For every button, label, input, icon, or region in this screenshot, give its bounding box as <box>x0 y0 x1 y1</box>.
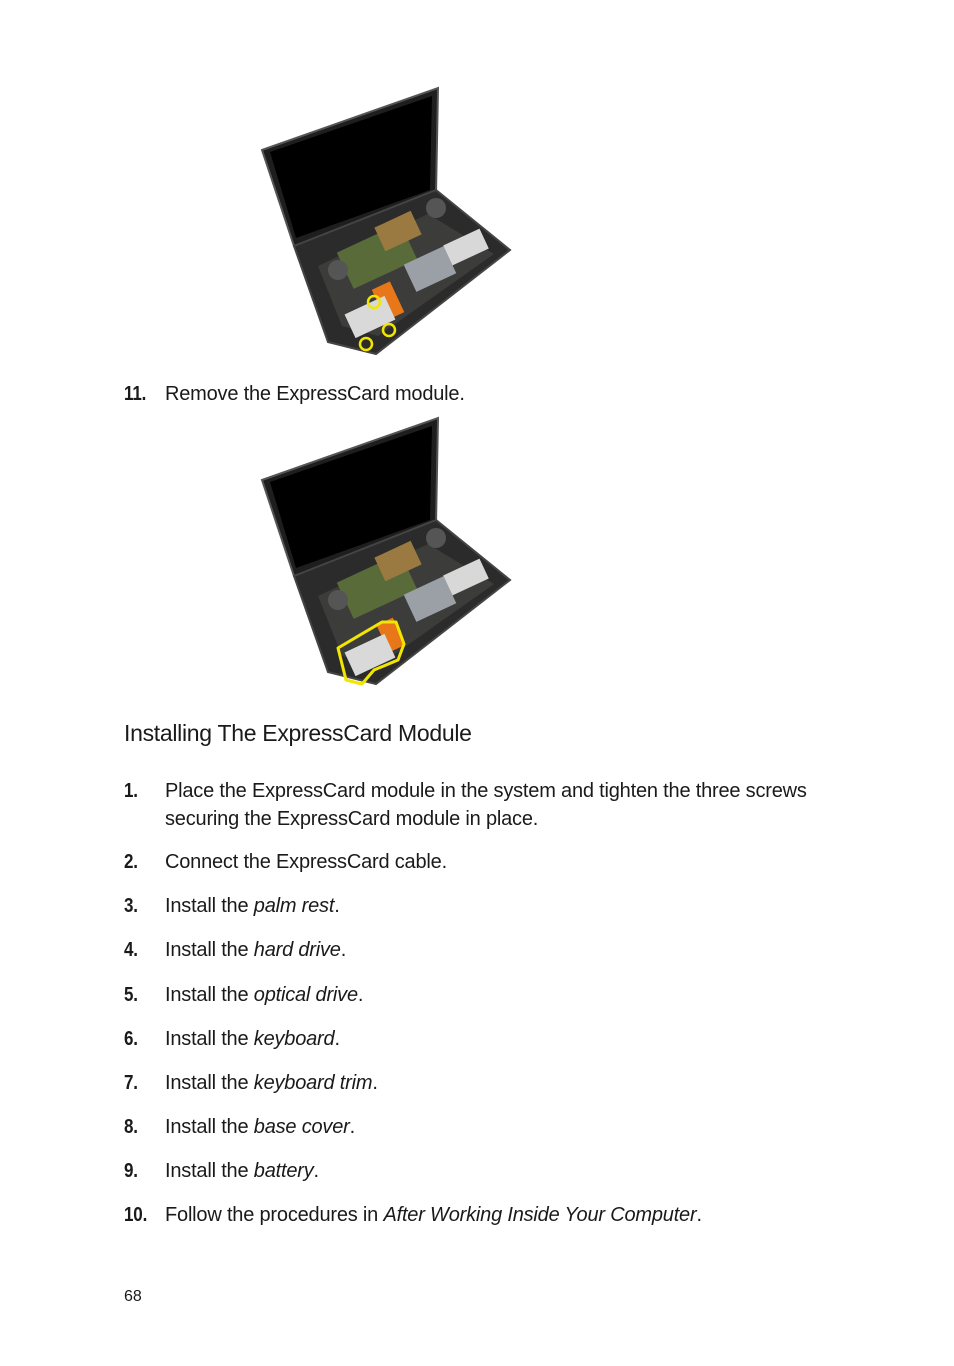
section-title: Installing The ExpressCard Module <box>124 720 472 746</box>
step-number: 3. <box>124 895 138 917</box>
step-text: Install the base cover. <box>165 1116 355 1138</box>
after-working-link[interactable]: After Working Inside Your Computer <box>383 1204 697 1226</box>
step-number: 10. <box>124 1204 148 1226</box>
step-number: 6. <box>124 1028 138 1050</box>
palm-rest-link[interactable]: palm rest <box>253 895 335 917</box>
keyboard-trim-link[interactable]: keyboard trim <box>253 1072 373 1094</box>
step-text: Connect the ExpressCard cable. <box>165 851 447 873</box>
step-number: 4. <box>124 939 138 961</box>
battery-link[interactable]: battery <box>253 1160 314 1182</box>
hard-drive-link[interactable]: hard drive <box>253 939 341 961</box>
step-number: 8. <box>124 1116 138 1138</box>
keyboard-link[interactable]: keyboard <box>253 1028 335 1050</box>
page-number: 68 <box>124 1288 142 1305</box>
step-number: 7. <box>124 1072 138 1094</box>
step-number: 9. <box>124 1160 138 1182</box>
step-number: 2. <box>124 851 138 873</box>
step-text: Install the keyboard. <box>165 1028 340 1050</box>
step-text: Place the ExpressCard module in the system and tighten the three screws securing the ExpressCard module in place. <box>165 780 807 830</box>
step-number: 5. <box>124 984 138 1006</box>
step-text: Install the battery. <box>165 1160 319 1182</box>
laptop-expresscard-figure <box>258 416 514 688</box>
step-number: 11. <box>124 383 147 405</box>
base-cover-link[interactable]: base cover <box>253 1116 350 1138</box>
step-text: Install the optical drive. <box>165 984 364 1006</box>
step-text: Install the palm rest. <box>165 895 340 917</box>
step-text: Install the keyboard trim. <box>165 1072 378 1094</box>
laptop-screws-figure <box>258 86 514 358</box>
step-text: Install the hard drive. <box>165 939 347 961</box>
optical-drive-link[interactable]: optical drive <box>253 984 358 1006</box>
step-number: 1. <box>124 780 138 802</box>
step-text: Remove the ExpressCard module. <box>165 383 465 405</box>
step-text: Follow the procedures in After Working Inside Your Computer. <box>165 1204 702 1226</box>
